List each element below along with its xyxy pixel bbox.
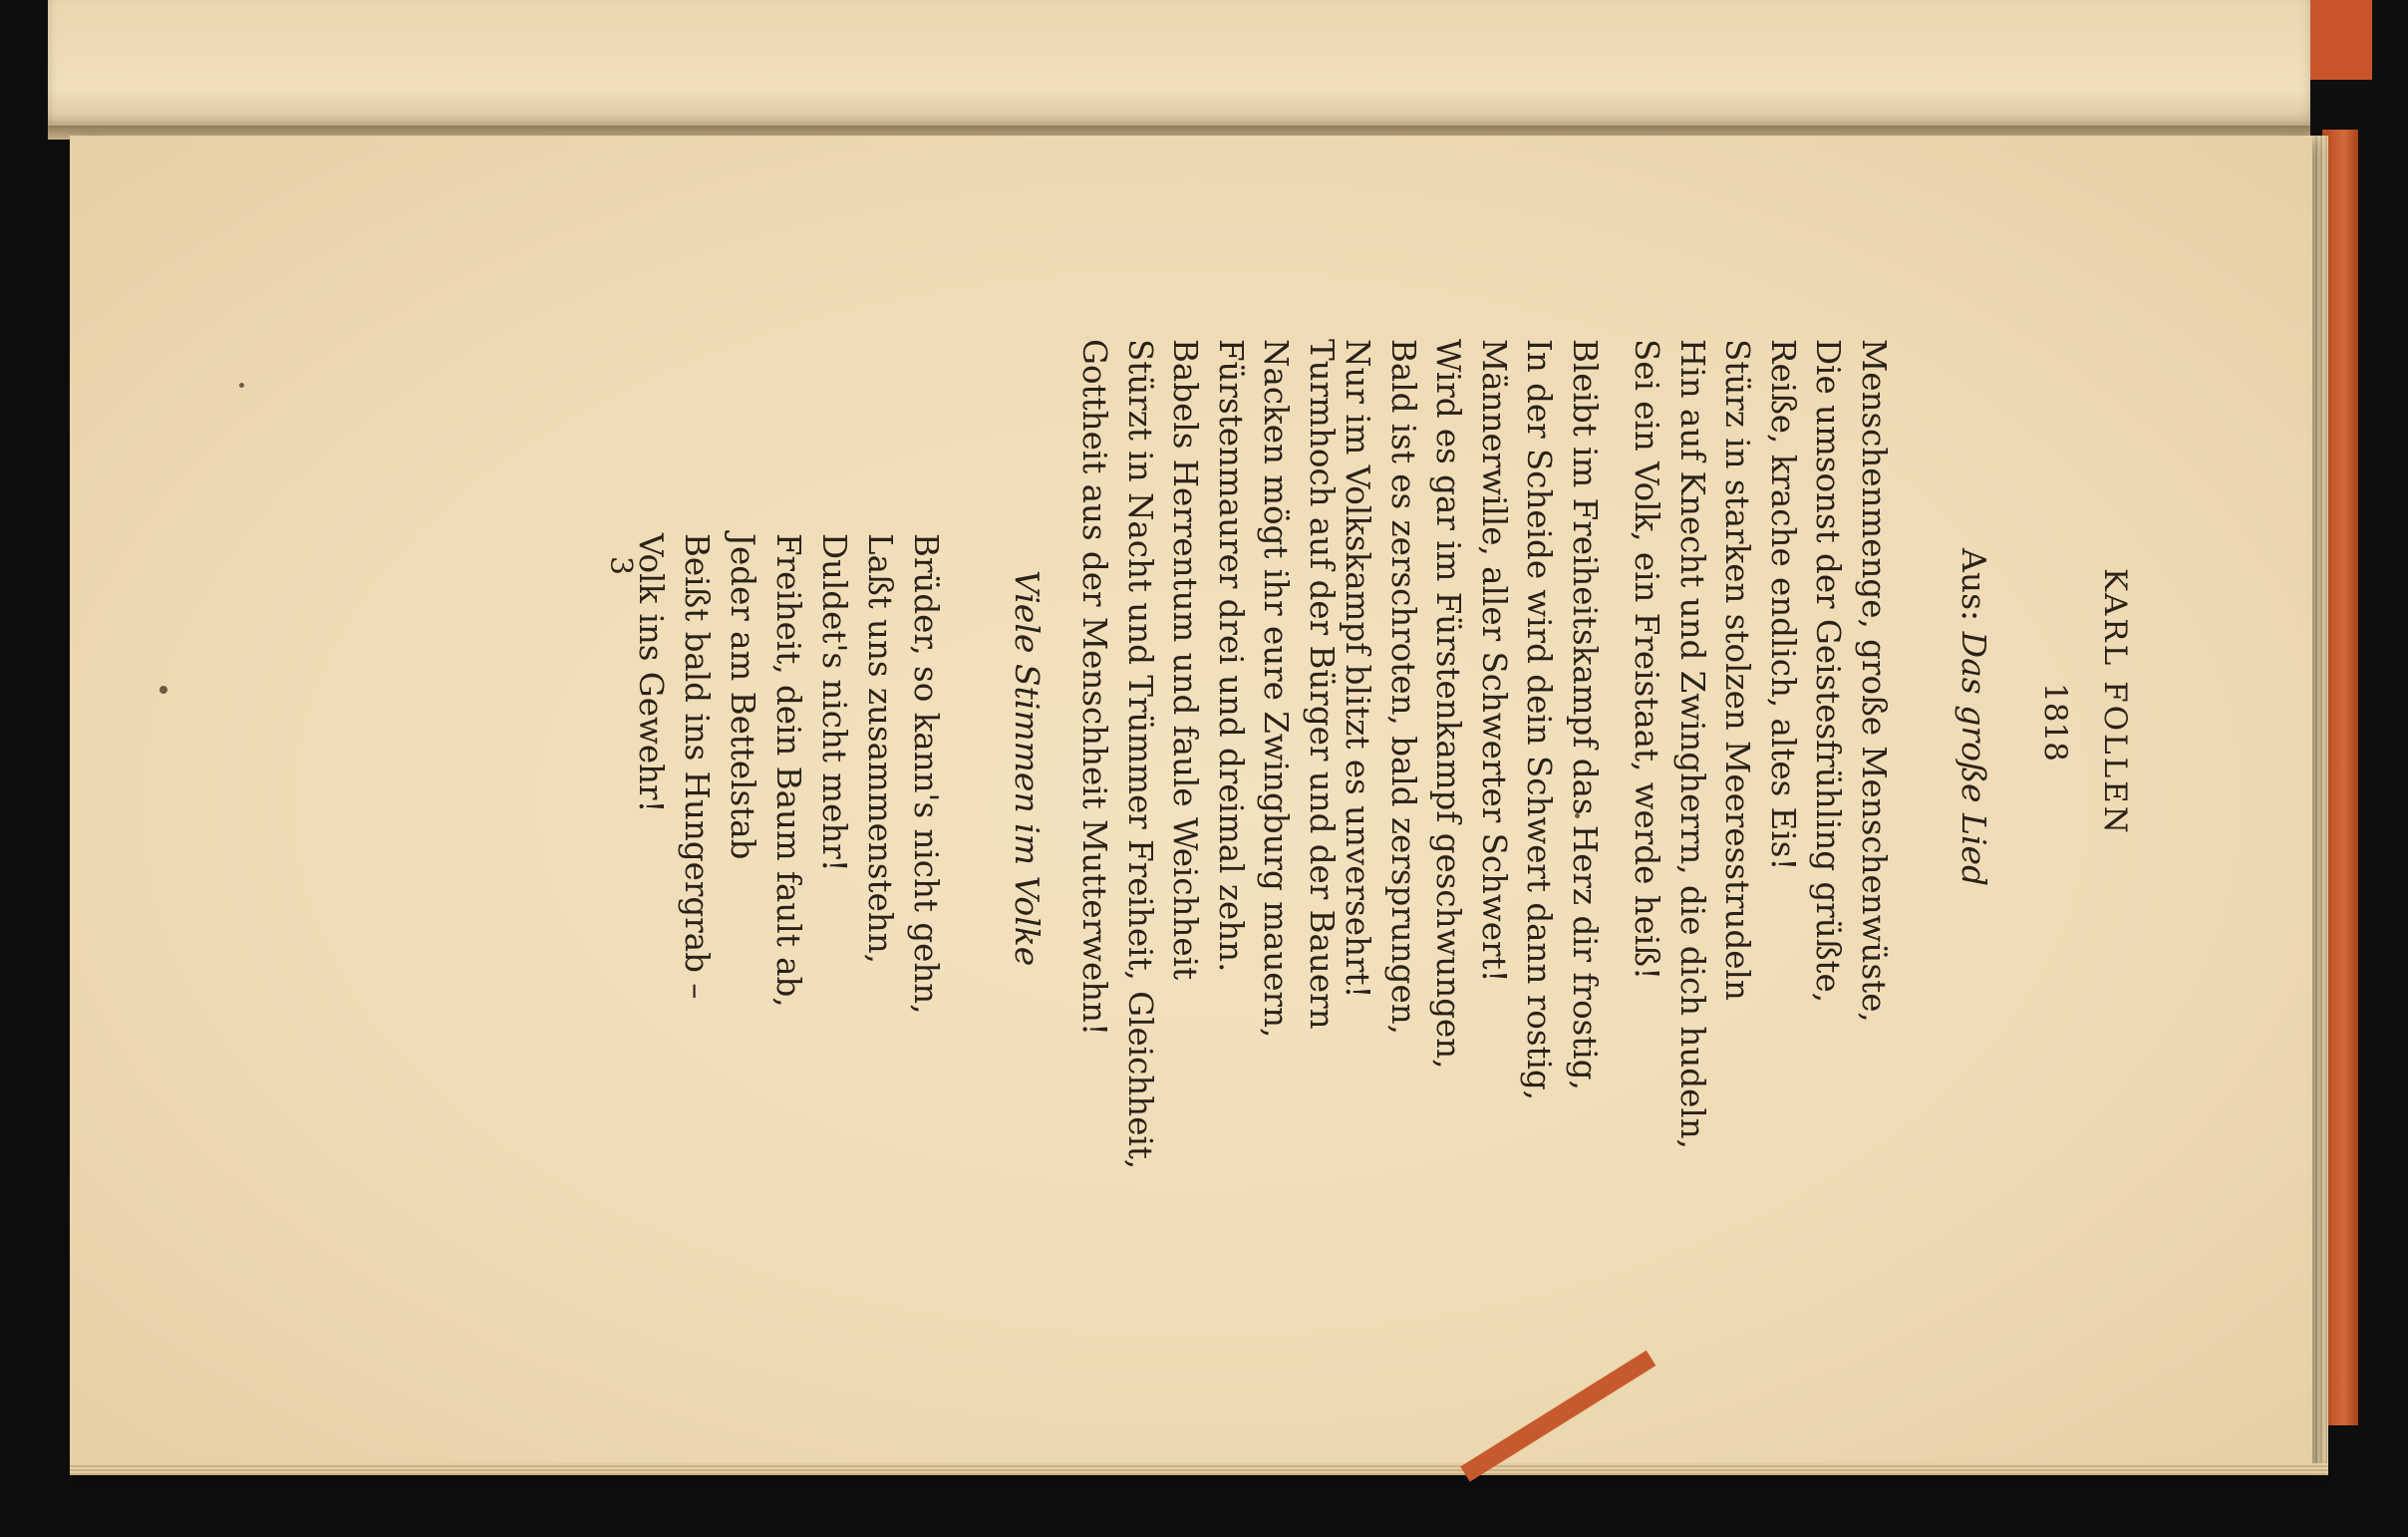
verse-line: Jeder am Bettelstab: [724, 533, 761, 860]
verse-line: Nacken mögt ihr eure Zwingburg mauern,: [1257, 339, 1296, 1039]
verse-line: Stürzt in Nacht und Trümmer Freiheit, Gleichheit,: [1121, 339, 1159, 1170]
poem-title: [1955, 548, 1993, 886]
verse-line: Fürstenmaurer drei und dreimal zehn.: [1212, 339, 1250, 973]
verse-line: Wird es gar im Fürstenkampf geschwungen,: [1429, 339, 1468, 1070]
page-text: [319, 339, 2133, 1475]
verse-line: Hin auf Knecht und Zwingherrn, die dich hudeln,: [1673, 339, 1711, 1149]
stanza-1: [1624, 339, 1896, 1149]
page-number: 3: [603, 556, 638, 576]
title-prefix: Aus:: [1955, 548, 1993, 622]
year-heading: 1818: [2037, 683, 2073, 762]
verse-line: Sei ein Volk, ein Freistaat, werde heiß!: [1628, 339, 1666, 981]
verse-line: In der Scheide wird dein Schwert dann rostig,: [1520, 339, 1559, 1101]
verse-line: Volk ins Gewehr!: [632, 533, 670, 813]
author-heading: KARL FOLLEN: [2097, 568, 2133, 836]
stanza-4: [628, 533, 949, 1015]
verse-line: Brüder, so kann's nicht gehn,: [907, 533, 945, 1015]
second-poem-title: Viele Stimmen im Volke: [1008, 570, 1047, 967]
facing-page-edge: [48, 0, 2310, 128]
verse-line: Duldet's nicht mehr!: [815, 533, 853, 872]
paper-speck: [159, 686, 167, 694]
stanza-3: [1071, 339, 1344, 1169]
verse-line: Bleibt im Freiheitskampf das Herz dir frostig,: [1566, 339, 1604, 1090]
verse-line: Gottheit aus der Menschheit Mutterwehn!: [1075, 339, 1114, 1037]
verse-line: Stürz in starken stolzen Meeresstrudeln: [1718, 339, 1757, 1001]
verse-line: Babels Herrentum und faule Weichheit: [1166, 339, 1205, 981]
verse-line: Männerwille, aller Schwerter Schwert!: [1475, 339, 1513, 983]
verse-line: Reiße, krache endlich, altes Eis!: [1764, 339, 1802, 871]
verse-line: Laßt uns zusammenstehn,: [861, 533, 899, 965]
verse-line: Turmhoch auf der Bürger und der Bauern: [1303, 339, 1341, 1030]
verse-line: Die umsonst der Geistesfrühling grüßte,: [1809, 339, 1848, 1004]
title-text: Das große Lied: [1955, 631, 1993, 887]
verse-line: Freiheit, dein Baum fault ab,: [769, 533, 807, 1008]
verse-line: Bald ist es zerschroten, bald zersprungen,: [1384, 339, 1422, 1035]
paper-speck: [239, 383, 244, 388]
verse-line: Menschenmenge, große Menschenwüste,: [1855, 339, 1893, 1023]
verse-line: Beißt bald ins Hungergrab –: [678, 533, 716, 1000]
verse-line: Nur im Volkskampf blitzt es unversehrt!: [1339, 339, 1377, 999]
stanza-2: [1335, 339, 1607, 1100]
